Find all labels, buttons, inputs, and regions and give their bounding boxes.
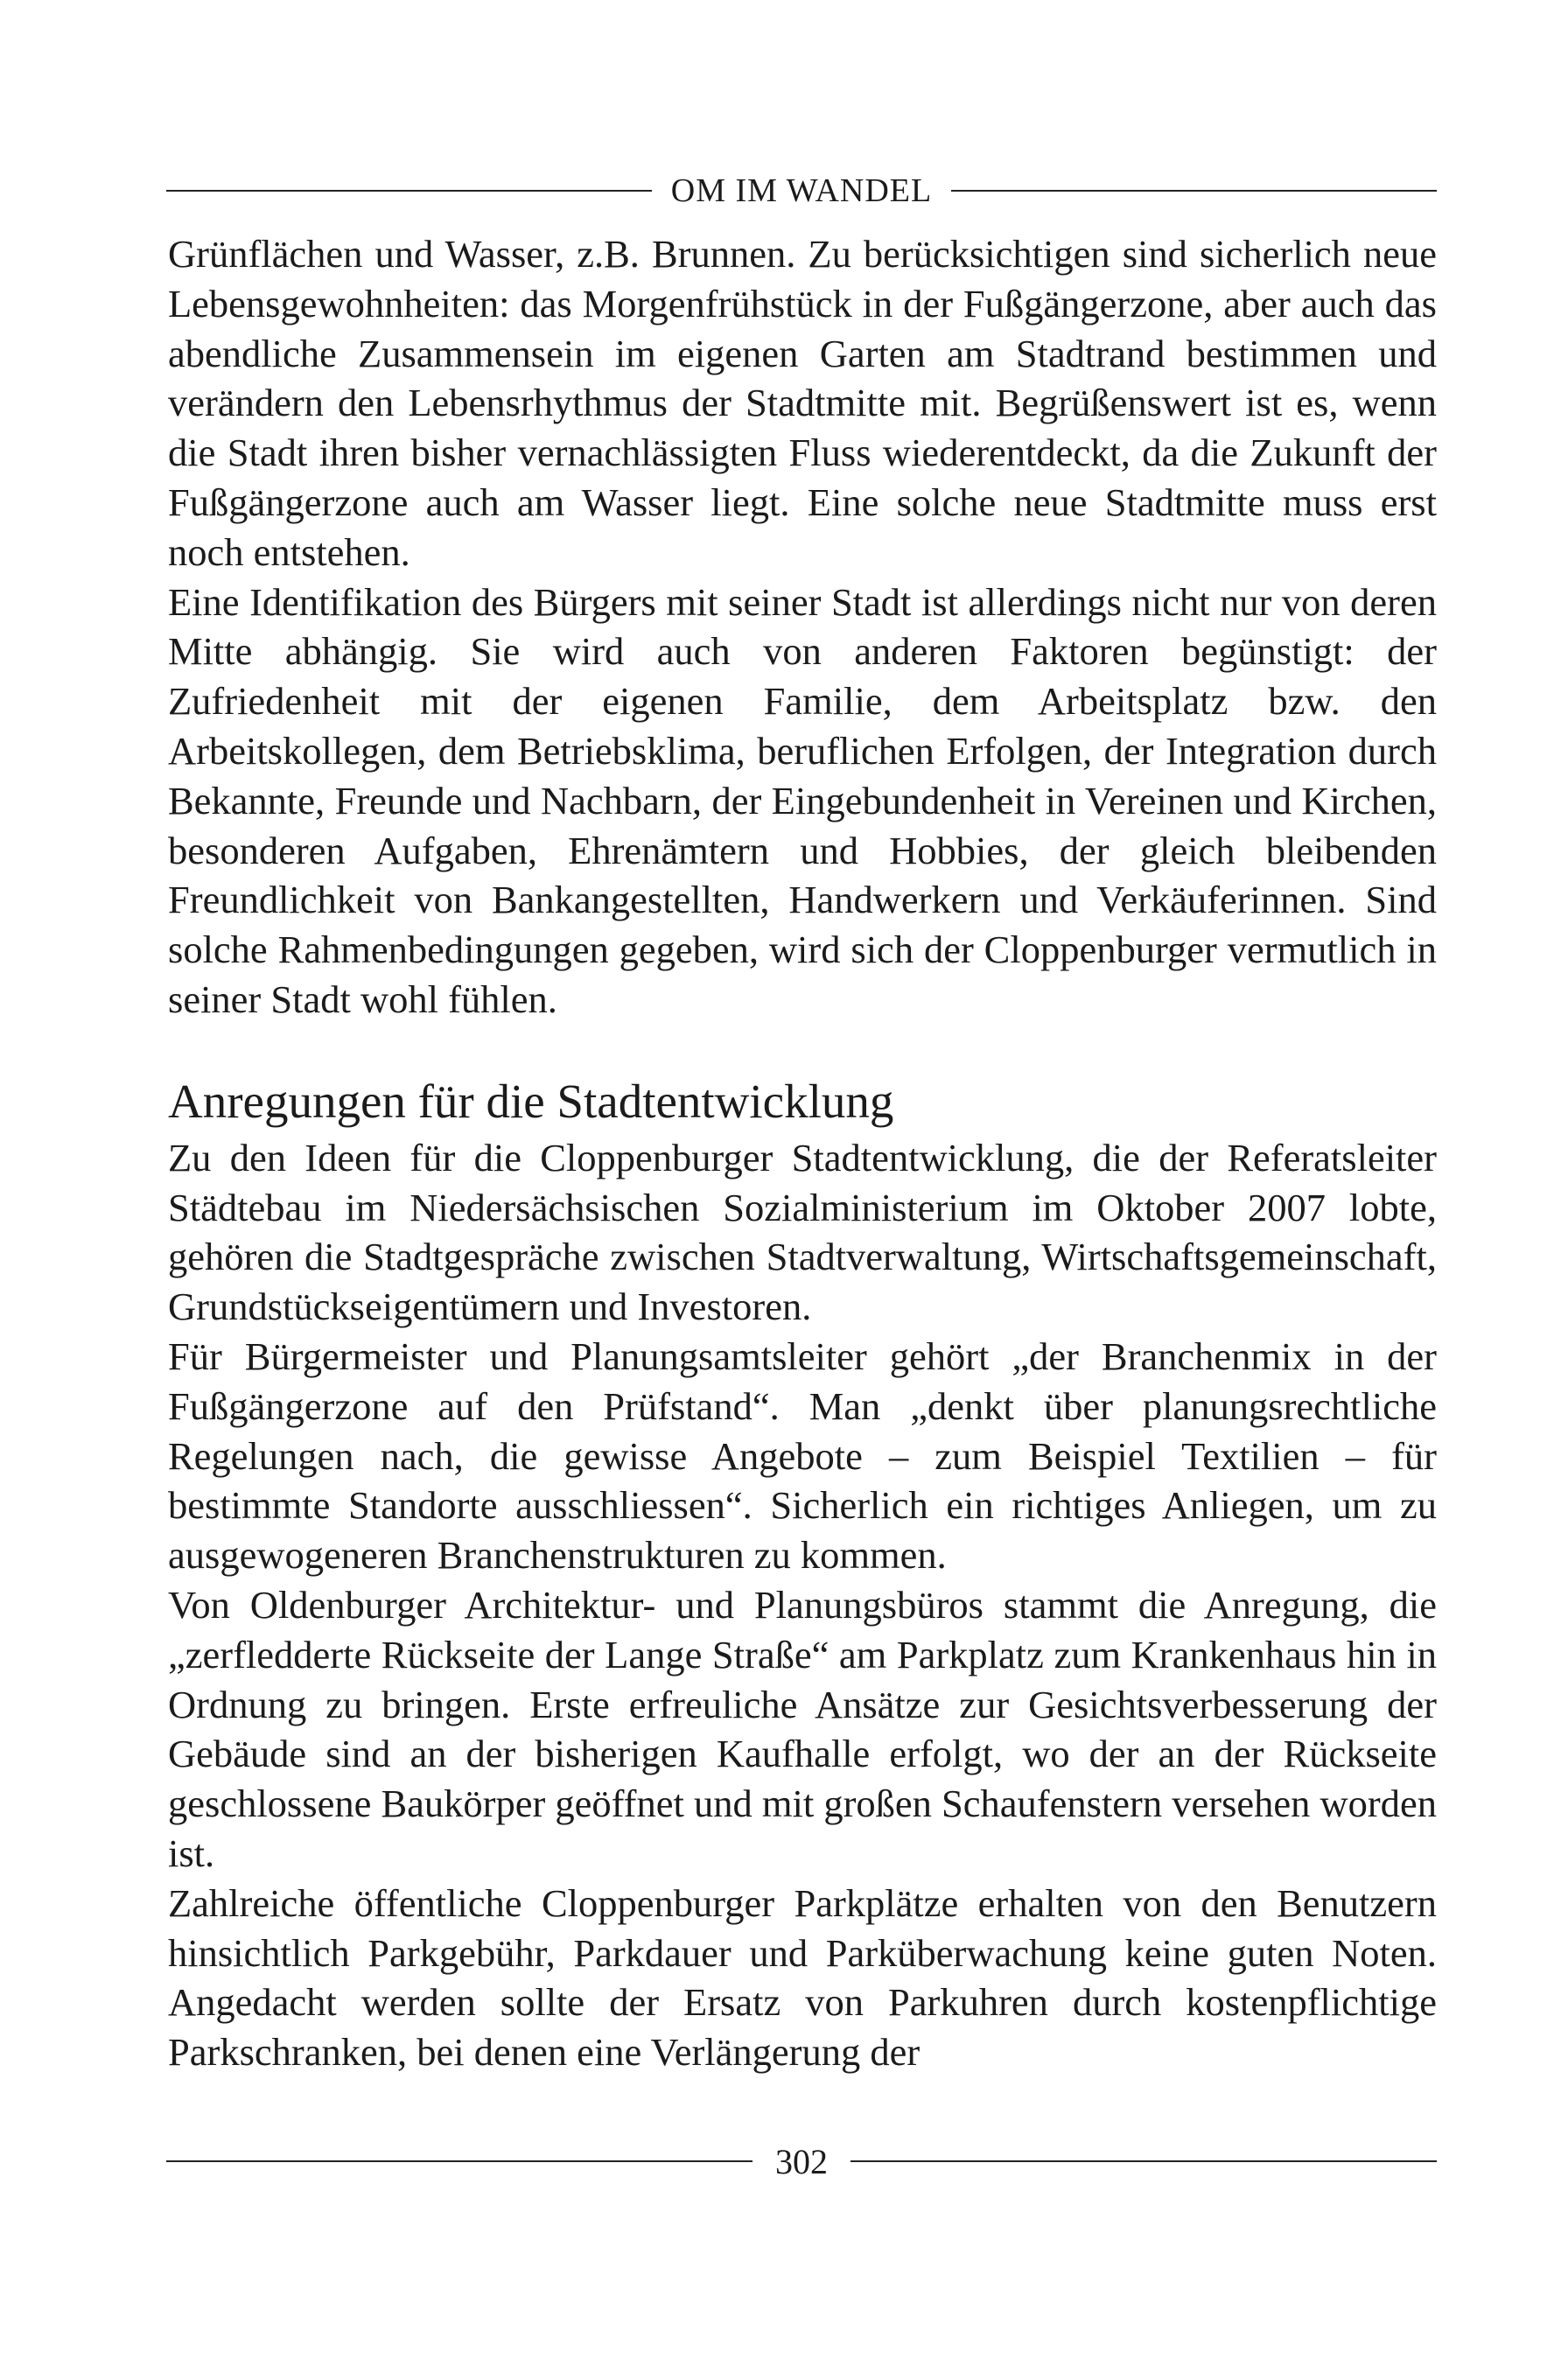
page-body [168, 229, 1437, 2077]
running-title: OM IM WANDEL [670, 172, 933, 209]
header-rule-left [166, 190, 652, 192]
paragraph-5: Von Oldenburger Architektur- und Planungsbüros stammt die Anregung, die „zerfledderte Rückseite der Lange Straße“ am Parkplatz zum Krankenhaus hin in Ordnung zu bringen. Erste erfreuliche Ansätze zur Gesichtsverbesserung der Gebäude sind an der bisherigen Kaufhalle erfolgt, wo der an der Rückseite geschlossene Baukörper geöffnet und mit großen Schaufenstern versehen worden ist. [168, 1582, 1437, 1875]
paragraph-2: Eine Identifikation des Bürgers mit seiner Stadt ist allerdings nicht nur von deren Mitte abhängig. Sie wird auch von anderen Faktoren begünstigt: der Zufriedenheit mit der eigenen Familie, dem Arbeitsplatz bzw. den Arbeitskollegen, dem Betriebsklima, beruflichen Erfolgen, der Integration durch Bekannte, Freunde und Nachbarn, der Eingebundenheit in Vereinen und Kirchen, besonderen Aufgaben, Ehrenämtern und Hobbies, der gleich bleibenden Freundlichkeit von Bankangestellten, Handwerkern und Verkäuferinnen. Sind solche Rahmenbedingungen gegeben, wird sich der Cloppenburger vermutlich in seiner Stadt wohl fühlen. [168, 579, 1437, 1021]
paragraph-3: Zu den Ideen für die Cloppenburger Stadtentwicklung, die der Referatsleiter Städtebau im Niedersächsischen Sozialministerium im Oktober 2007 lobte, gehören die Stadtgespräche zwischen Stadtverwaltung, Wirtschaftsgemeinschaft, Grundstückseigentümern und Investoren. [168, 1135, 1437, 1329]
running-header [166, 164, 1437, 217]
footer-rule-right [850, 2160, 1437, 2162]
header-rule-right [951, 190, 1437, 192]
page-footer [166, 2135, 1437, 2188]
footer-rule-left [166, 2160, 752, 2162]
paragraph-6: Zahlreiche öffentliche Cloppenburger Parkplätze erhalten von den Benutzern hinsichtlich Parkgebühr, Parkdauer und Parküberwachung keine guten Noten. Angedacht werden sollte der Ersatz von Parkuhren durch kostenpflichtige Parkschranken, bei denen eine Verlängerung der [168, 1880, 1437, 2075]
paragraph-1: Grünflächen und Wasser, z.B. Brunnen. Zu berücksichtigen sind sicherlich neue Lebensgewohnheiten: das Morgenfrühstück in der Fußgängerzone, aber auch das abendliche Zusammensein im eigenen Garten am Stadtrand bestimmen und verändern den Lebensrhythmus der Stadtmitte mit. Begrüßenswert ist es, wenn die Stadt ihren bisher vernachlässigten Fluss wiederentdeckt, da die Zukunft der Fußgängerzone auch am Wasser liegt. Eine solche neue Stadtmitte muss erst noch entstehen. [168, 232, 1437, 574]
page-number: 302 [775, 2141, 828, 2181]
paragraph-4: Für Bürgermeister und Planungsamtsleiter gehört „der Branchenmix in der Fußgängerzone auf den Prüfstand“. Man „denkt über planungsrechtliche Regelungen nach, die gewisse Angebote – zum Beispiel Textilien – für bestimmte Standorte ausschliessen“. Sicherlich ein richtiges Anliegen, um zu ausgewogeneren Branchenstrukturen zu kommen. [168, 1334, 1437, 1578]
section-heading: Anregungen für die Stadtentwicklung [168, 1074, 894, 1128]
